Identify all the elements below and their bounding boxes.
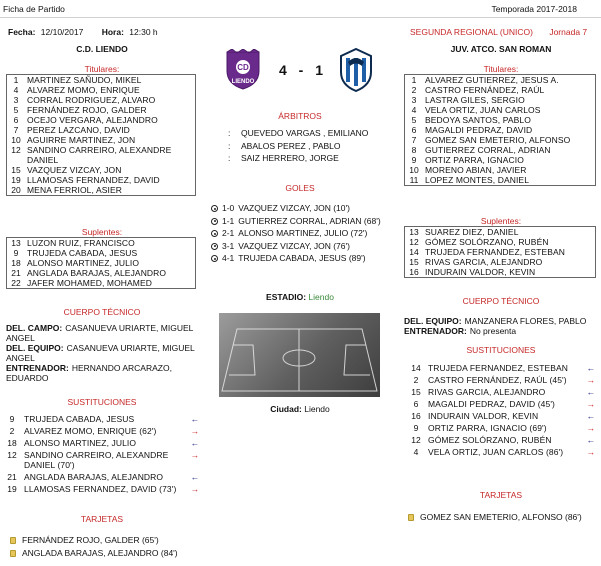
player-name: MAGALDI PEDRAZ, DAVID [425, 125, 533, 135]
goal-scorer: VAZQUEZ VIZCAY, JON (76') [238, 240, 350, 251]
card-row[interactable] [408, 511, 600, 523]
stadium-image [219, 313, 380, 397]
away-tarjetas-list [408, 511, 600, 524]
player-row[interactable] [405, 267, 595, 277]
player-row[interactable] [7, 145, 195, 165]
sub-number: 6 [413, 399, 419, 409]
player-number: 5 [411, 115, 417, 125]
player-row[interactable] [7, 175, 195, 185]
player-row[interactable] [7, 125, 195, 135]
ciudad-label: Ciudad: [270, 404, 302, 414]
player-number: 15 [409, 257, 419, 267]
staff-name: CASANUEVA URIARTE, MIGUEL ANGEL [6, 343, 195, 363]
player-row[interactable] [405, 257, 595, 267]
goal-scorer: ALONSO MARTINEZ, JULIO (72') [238, 228, 368, 238]
away-tarjetas-heading: TARJETAS [479, 490, 523, 500]
staff-row [404, 316, 599, 326]
arbitros-heading: ÁRBITROS [278, 111, 322, 121]
player-row[interactable] [7, 115, 195, 125]
home-tarjetas-list [10, 534, 205, 560]
player-name: OCEJO VERGARA, ALEJANDRO [27, 115, 158, 125]
player-row[interactable] [405, 145, 595, 155]
player-name: LOPEZ MONTES, DANIEL [425, 175, 530, 185]
player-number: 1 [411, 75, 417, 85]
goal-scorer: GUTIERREZ CORRAL, ADRIAN (68') [238, 215, 381, 226]
player-row[interactable] [7, 75, 195, 85]
sub-number: 4 [413, 447, 419, 457]
arrow-in-icon: ← [190, 472, 200, 482]
player-number: 21 [11, 268, 21, 278]
jornada: Jornada 7 [549, 27, 588, 37]
player-name: SANDINO CARREIRO, ALEXANDRE DANIEL [27, 145, 172, 165]
staff-role: ENTRENADOR: [404, 326, 467, 336]
home-titulares-list [6, 74, 196, 196]
sub-row[interactable] [2, 414, 202, 424]
player-row[interactable] [405, 237, 595, 247]
player-number: 13 [11, 238, 21, 248]
player-number: 4 [13, 85, 19, 95]
player-number: 16 [409, 267, 419, 277]
goal-row [211, 202, 401, 215]
player-name: VELA ORTIZ, JUAN CARLOS [425, 105, 541, 115]
sub-name: TRUJEDA FERNANDEZ, ESTEBAN [428, 363, 569, 373]
home-cuerpo-list [6, 323, 196, 383]
sub-row[interactable] [406, 399, 598, 409]
arrow-out-icon: → [586, 447, 596, 457]
home-tarjetas-heading: TARJETAS [80, 514, 124, 524]
player-row[interactable] [7, 238, 195, 248]
yellow-card-icon [408, 514, 414, 521]
referee-row [228, 140, 398, 153]
home-sust-heading: SUSTITUCIONES [67, 397, 137, 407]
sub-row[interactable] [2, 472, 202, 482]
goles-heading: GOLES [285, 183, 315, 193]
player-name: TRUJEDA CABADA, JESUS [27, 248, 138, 258]
player-number: 9 [411, 155, 417, 165]
player-name: PEREZ LAZCANO, DAVID [27, 125, 130, 135]
arrow-in-icon: ← [586, 411, 596, 421]
ball-icon [211, 205, 218, 212]
player-name: VAZQUEZ VIZCAY, JON [27, 165, 122, 175]
sub-name: TRUJEDA CABADA, JESUS [24, 414, 135, 424]
goal-scorer: TRUJEDA CABADA, JESUS (89') [238, 253, 366, 263]
home-crest-text: LIENDO [231, 79, 255, 85]
sub-number: 2 [413, 375, 419, 385]
home-suplentes-list [6, 237, 196, 289]
home-sust-list [2, 414, 202, 496]
player-name: GÓMEZ SOLÓRZANO, RUBÉN [425, 237, 549, 247]
estadio-info [210, 292, 390, 302]
player-row[interactable] [7, 258, 195, 268]
staff-row [6, 363, 196, 383]
player-number: 7 [13, 125, 19, 135]
player-name: ALVAREZ MOMO, ENRIQUE [27, 85, 140, 95]
player-name: SUAREZ DIEZ, DANIEL [425, 227, 519, 237]
player-number: 18 [11, 258, 21, 268]
home-crest-icon [223, 49, 263, 91]
goal-score: 3-1 [222, 240, 235, 251]
player-row[interactable] [7, 95, 195, 105]
player-number: 4 [411, 105, 417, 115]
player-row[interactable] [7, 165, 195, 175]
player-name: RIVAS GARCIA, ALEJANDRO [425, 257, 543, 267]
sub-name: MAGALDI PEDRAZ, DAVID (45') [428, 399, 555, 409]
staff-row [6, 323, 196, 343]
goal-score: 1-0 [222, 203, 235, 213]
arrow-out-icon: → [190, 484, 200, 494]
player-number: 9 [13, 248, 19, 258]
away-crest-icon [337, 48, 375, 92]
top-bar [0, 0, 601, 18]
player-name: FERNÁNDEZ ROJO, GALDER [27, 105, 147, 115]
player-name: LLAMOSAS FERNANDEZ, DAVID [27, 175, 160, 185]
sub-row[interactable] [406, 447, 598, 457]
player-row[interactable] [405, 165, 595, 175]
referee-row [228, 152, 398, 165]
player-row[interactable] [7, 278, 195, 288]
player-number: 20 [11, 185, 21, 195]
player-row[interactable] [405, 85, 595, 95]
season-label: Temporada 2017-2018 [491, 4, 577, 14]
player-name: ALVAREZ GUTIERREZ, JESUS A. [425, 75, 559, 85]
sub-row[interactable] [2, 450, 202, 470]
ball-icon [211, 255, 218, 262]
player-name: MENA FERRIOL, ASIER [27, 185, 122, 195]
sub-row[interactable] [406, 363, 598, 373]
time-label: Hora: [101, 27, 124, 37]
player-number: 19 [11, 175, 21, 185]
goal-score: 1-1 [222, 215, 235, 226]
staff-name: No presenta [469, 326, 517, 336]
player-number: 6 [13, 115, 19, 125]
date-label: Fecha: [8, 27, 36, 37]
score [270, 62, 332, 78]
sub-number: 12 [7, 450, 17, 460]
staff-row [404, 326, 599, 336]
arrow-in-icon: ← [190, 414, 200, 424]
sub-name: GÓMEZ SOLÓRZANO, RUBÉN [428, 435, 552, 445]
arrow-out-icon: → [586, 423, 596, 433]
arrow-out-icon: → [190, 426, 200, 436]
sub-name: VELA ORTIZ, JUAN CARLOS (86') [428, 447, 564, 457]
staff-role: ENTRENADOR: [6, 363, 69, 373]
ball-icon [211, 243, 218, 250]
referee-sep: : [228, 128, 231, 138]
player-name: GOMEZ SAN EMETERIO, ALFONSO [425, 135, 571, 145]
sub-number: 21 [7, 472, 17, 482]
estadio-label: ESTADIO: [266, 292, 307, 302]
arrow-in-icon: ← [586, 363, 596, 373]
player-name: CASTRO FERNÁNDEZ, RAÚL [425, 85, 545, 95]
sub-name: ANGLADA BARAJAS, ALEJANDRO [24, 472, 164, 482]
yellow-card-icon [10, 550, 16, 557]
away-team-name: JUV. ATCO. SAN ROMAN [450, 44, 552, 54]
player-name: BEDOYA SANTOS, PABLO [425, 115, 531, 125]
away-suplentes-list [404, 226, 596, 278]
player-name: INDURAIN VALDOR, KEVIN [425, 267, 536, 277]
player-name: CORRAL RODRIGUEZ, ALVARO [27, 95, 156, 105]
sub-row[interactable] [406, 411, 598, 421]
player-number: 3 [411, 95, 417, 105]
ball-icon [211, 218, 218, 225]
away-titulares-list [404, 74, 596, 186]
sub-name: RIVAS GARCIA, ALEJANDRO [428, 387, 546, 397]
player-number: 5 [13, 105, 19, 115]
sub-number: 18 [7, 438, 17, 448]
sub-number: 16 [411, 411, 421, 421]
date-value: 12/10/2017 [40, 27, 84, 37]
player-row[interactable] [405, 105, 595, 115]
staff-name: HERNANDO ARCARAZO, EDUARDO [6, 363, 172, 383]
ciudad-value: Liendo [304, 404, 330, 414]
player-number: 10 [409, 165, 419, 175]
staff-role: DEL. EQUIPO: [404, 316, 462, 326]
sub-name: ORTIZ PARRA, IGNACIO (69') [428, 423, 547, 433]
player-row[interactable] [7, 105, 195, 115]
away-titulares-heading: Titulares: [483, 64, 519, 74]
away-suplentes-heading: Suplentes: [480, 216, 522, 226]
sub-row[interactable] [2, 438, 202, 448]
player-number: 14 [409, 247, 419, 257]
sub-row[interactable] [406, 375, 598, 385]
referee-name: ABALOS PEREZ , PABLO [241, 140, 341, 151]
arrow-in-icon: ← [190, 438, 200, 448]
player-row[interactable] [405, 75, 595, 85]
sub-name: INDURAIN VALDOR, KEVIN [428, 411, 539, 421]
sub-name: LLAMOSAS FERNANDEZ, DAVID (73') [24, 484, 177, 494]
goal-score: 2-1 [222, 228, 235, 238]
time-value: 12:30 h [129, 27, 158, 37]
card-player: GOMEZ SAN EMETERIO, ALFONSO (86') [420, 512, 582, 522]
goles-list [211, 202, 401, 265]
player-number: 1 [13, 75, 19, 85]
referee-sep: : [228, 140, 231, 151]
home-cuerpo-heading: CUERPO TÉCNICO [63, 307, 141, 317]
ball-icon [211, 230, 218, 237]
svg-text:CD: CD [237, 63, 249, 72]
sub-number: 9 [9, 414, 15, 424]
player-name: MORENO ABIAN, JAVIER [425, 165, 527, 175]
sub-row[interactable] [406, 387, 598, 397]
yellow-card-icon [10, 537, 16, 544]
home-score: 4 [278, 62, 287, 78]
sub-number: 15 [411, 387, 421, 397]
referee-name: QUEVEDO VARGAS , EMILIANO [241, 128, 369, 138]
player-name: ORTIZ PARRA, IGNACIO [425, 155, 524, 165]
player-name: LUZON RUIZ, FRANCISCO [27, 238, 135, 248]
goal-scorer: VAZQUEZ VIZCAY, JON (10') [238, 203, 350, 213]
sub-row[interactable] [2, 426, 202, 436]
player-row[interactable] [405, 95, 595, 105]
player-row[interactable] [7, 268, 195, 278]
referee-name: SAIZ HERRERO, JORGE [241, 153, 339, 163]
sub-number: 2 [9, 426, 15, 436]
player-number: 6 [411, 125, 417, 135]
player-number: 7 [411, 135, 417, 145]
sub-number: 19 [7, 484, 17, 494]
card-player: ANGLADA BARAJAS, ALEJANDRO (84') [22, 548, 178, 558]
arrow-out-icon: → [586, 375, 596, 385]
away-cuerpo-heading: CUERPO TÉCNICO [462, 296, 540, 306]
referee-row [228, 127, 398, 140]
arrow-out-icon: → [190, 450, 200, 460]
away-score: 1 [315, 62, 324, 78]
sub-row[interactable] [406, 423, 598, 433]
staff-name: CASANUEVA URIARTE, MIGUEL ANGEL [6, 323, 194, 343]
goal-score: 4-1 [222, 253, 235, 263]
player-row[interactable] [405, 115, 595, 125]
card-row[interactable] [10, 534, 205, 546]
player-row[interactable] [405, 155, 595, 165]
player-name: JAFER MOHAMED, MOHAMED [27, 278, 152, 288]
competition-info [410, 27, 587, 37]
player-name: ALONSO MARTINEZ, JULIO [27, 258, 140, 268]
player-number: 13 [409, 227, 419, 237]
player-row[interactable] [405, 227, 595, 237]
estadio-value: Liendo [308, 292, 334, 302]
player-row[interactable] [405, 247, 595, 257]
ciudad-info [210, 404, 390, 414]
player-name: GUTIERREZ CORRAL, ADRIAN [425, 145, 551, 155]
player-number: 2 [411, 85, 417, 95]
card-player: FERNÁNDEZ ROJO, GALDER (65') [22, 535, 159, 545]
player-name: AGUIRRE MARTINEZ, JON [27, 135, 136, 145]
arrow-in-icon: ← [586, 435, 596, 445]
home-titulares-heading: Titulares: [84, 64, 120, 74]
sub-name: ALVAREZ MOMO, ENRIQUE (62') [24, 426, 157, 436]
player-number: 3 [13, 95, 19, 105]
arrow-out-icon: → [586, 399, 596, 409]
goal-row [211, 227, 401, 240]
staff-row [6, 343, 196, 363]
player-row[interactable] [7, 248, 195, 258]
player-number: 22 [11, 278, 21, 288]
arbitros-list [228, 127, 398, 165]
sub-row[interactable] [406, 435, 598, 445]
sub-name: SANDINO CARREIRO, ALEXANDRE DANIEL (70') [24, 450, 169, 470]
staff-role: DEL. EQUIPO: [6, 343, 64, 353]
player-row[interactable] [405, 175, 595, 185]
staff-role: DEL. CAMPO: [6, 323, 63, 333]
player-row[interactable] [7, 185, 195, 195]
player-number: 15 [11, 165, 21, 175]
home-team-name: C.D. LIENDO [76, 44, 128, 54]
score-separator: - [298, 62, 304, 78]
player-number: 10 [11, 135, 21, 145]
player-name: MARTINEZ SAÑUDO, MIKEL [27, 75, 142, 85]
home-suplentes-heading: Suplentes: [81, 227, 123, 237]
page-title: Ficha de Partido [3, 4, 65, 14]
player-row[interactable] [405, 135, 595, 145]
away-cuerpo-list [404, 316, 599, 336]
staff-name: MANZANERA FLORES, PABLO [464, 316, 587, 326]
player-number: 8 [411, 145, 417, 155]
card-row[interactable] [10, 547, 205, 559]
goal-row [211, 215, 401, 228]
goal-row [211, 240, 401, 253]
goal-row [211, 252, 401, 265]
sub-row[interactable] [2, 484, 202, 494]
sub-number: 14 [411, 363, 421, 373]
player-name: TRUJEDA FERNANDEZ, ESTEBAN [425, 247, 566, 257]
away-sust-list [406, 363, 598, 459]
competition-name: SEGUNDA REGIONAL (UNICO) [410, 27, 533, 37]
player-row[interactable] [405, 125, 595, 135]
player-row[interactable] [7, 135, 195, 145]
player-row[interactable] [7, 85, 195, 95]
away-sust-heading: SUSTITUCIONES [466, 345, 536, 355]
sub-number: 12 [411, 435, 421, 445]
referee-sep: : [228, 153, 231, 163]
player-number: 11 [409, 175, 419, 185]
player-number: 12 [409, 237, 419, 247]
sub-name: CASTRO FERNÁNDEZ, RAÚL (45') [428, 375, 567, 385]
player-name: ANGLADA BARAJAS, ALEJANDRO [27, 268, 167, 278]
match-datetime [8, 27, 158, 37]
sub-name: ALONSO MARTINEZ, JULIO [24, 438, 137, 448]
arrow-in-icon: ← [586, 387, 596, 397]
sub-number: 9 [413, 423, 419, 433]
player-number: 12 [11, 145, 21, 155]
player-name: LASTRA GILES, SERGIO [425, 95, 525, 105]
